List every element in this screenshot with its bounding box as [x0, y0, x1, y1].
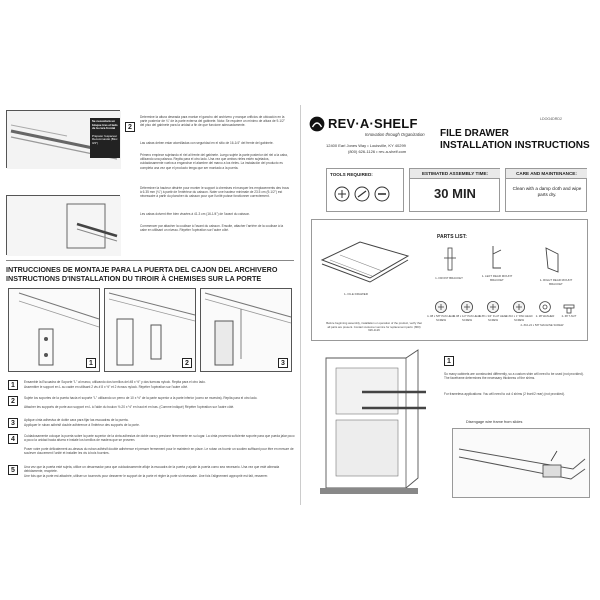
part-front-bracket: 1- FRONT BRACKET — [435, 276, 463, 280]
slide-bracket-illustration — [7, 196, 121, 256]
doc-title-line1: FILE DRAWER — [440, 128, 509, 139]
company-address: 12400 Earl Jones Way • Louisville, KY 40299 — [326, 143, 406, 148]
step2-text-es-1: Determine la altura deseada para montar el gancho del archivero y marque orificios de ubicación en la parte posterior de ¼" de la parte externa del gabinete. Nota: Se requiere un mínimo de altura de 9-1/2" del piso del gabinete para la unidad a fin de que funcione adecuadamente. — [140, 115, 285, 128]
door-title-es: INTRUCCIONES DE MONTAJE PARA LA PUERTA DEL CAJON DEL ARCHIVERO — [6, 265, 278, 274]
tools-icons — [333, 185, 393, 203]
door-step-2-number: 2 — [8, 396, 18, 406]
step2-text-es-3: Primero empiece sujetando el riel al frente del gabinete. Luego sujete la parte posterior del riel a la caba, utilizando una palanca. Repita para el otro lado. Una vez que ambos rieles estén sujetados, cuidadosamente vuelva a enganchar el alambre del marco a los rieles. La instalación del producto es completa una vez que el producto tenga que ser montado a la puerta. — [140, 153, 288, 170]
part-screw-8x58: 4- #8 x 5/8" PAN HEAD SCREW — [427, 315, 455, 323]
door-panel-1 — [8, 288, 100, 372]
step1-detail-caption: Disengage wire frame from slides — [466, 420, 523, 424]
door-step-5-es: Una vez que la puerta esté sujeta, utilice un desarmador para que cuidadosamente afloje la escuadra de la puerta y ajuste la puerta como sea necesario. Una vez que esté alineada debidamente, reapriete. — [24, 465, 280, 474]
step2-text-fr-1: Déterminer la hauteur désirée pour monter le support à chemises et marquer les emplacements des trous à 6.35 mm (¼") à partir de l'extérieur du caisson. Noter une hauteur minimale de 23.5 cm (9-1/2") est nécessaire à partir du plancher du caisson pour que l'unité puisse fonctionner correctement. — [140, 186, 289, 199]
part-left-rear-bracket: 1- LEFT REAR MOUNT BRACKET — [481, 274, 513, 283]
part-screw-10x1: 4- #10 x 1" PAN HEAD SCREW — [505, 315, 533, 323]
rev-a-shelf-logo-icon — [309, 116, 325, 132]
tools-label: TOOLS REQUIRED: — [330, 172, 373, 177]
cabinet-illustration — [318, 348, 428, 496]
cabinet-illustration-box — [318, 348, 428, 496]
parts-note: Before beginning assembly, installation or operation of the product, verify that all parts are present. Contact customer service for replacement parts: (800) 626-1126 — [326, 321, 422, 333]
time-label: ESTIMATED ASSEMBLY TIME: — [410, 169, 500, 179]
pan-head-screw-icon-3 — [512, 300, 526, 314]
washer-icon — [538, 300, 552, 314]
door-panel-2 — [104, 288, 196, 372]
shim-callout — [90, 118, 120, 158]
door-panel-3-number: 3 — [278, 358, 288, 368]
t-nut-icon — [562, 300, 576, 314]
parts-list-title: PARTS LIST: — [437, 234, 467, 240]
step2-text-fr-3: Commencer par attacher la coulisse à l'avant du caisson. Ensuite, attacher l'arrière de la coulisse à la cabe en utilisant un niveau. Répéter l'opération sur l'autre côté. — [140, 224, 284, 233]
doc-title-line2: INSTALLATION INSTRUCTIONS — [440, 140, 590, 151]
page-fold — [300, 105, 301, 505]
door-title-fr: INSTRUCTIONS D'INSTALLATION DU TIROIR À CHEMISES SUR LA PORTE — [6, 274, 262, 283]
door-step-4-number: 4 — [8, 434, 18, 444]
care-text: Clean with a damp cloth and wipe parts dry. — [512, 186, 582, 197]
door-step-2-fr: Attacher les supports de porte aux support en L à l'aide du boulon ½-20 x ½" en haut et en bas. (Comme indiqué) Répéter l'opération sur l'autre côté. — [24, 405, 235, 409]
part-washer: 2- #8 WASHER — [535, 315, 555, 318]
part-right-rear-bracket: 1- RIGHT REAR MOUNT BRACKET — [539, 278, 573, 287]
flat-head-screw-icon — [486, 300, 500, 314]
company-phone-web: (800) 626-1126 • rev-a-shelf.com — [348, 149, 407, 154]
step1-text-2: For frameless applications: You will need to cut 4 shims (2 front/2 rear) (not provided). — [444, 392, 565, 396]
pan-head-screw-icon-2 — [460, 300, 474, 314]
file-drawer-illustration — [320, 238, 410, 288]
door-step-1-number: 1 — [8, 380, 18, 390]
shim-callout-fr: Préparer l'espaceur Recommandé (Bloc 3/4") — [92, 133, 118, 145]
step1-detail-box — [452, 428, 590, 498]
parts-list-box — [311, 219, 588, 341]
door-step-1-fr: Assembler le support en L au cadre en utilisant 2 vis # 8 x ½" et 2 écrous nylock. Répéter l'opération sur l'autre côté. — [24, 385, 188, 389]
part-t-nut: 2- #8 T-NUT — [561, 315, 577, 318]
shim-callout-es: Se necesitará un bloque tras el lado de la cara frontal — [92, 119, 118, 131]
door-panel-1-number: 1 — [86, 358, 96, 368]
part-machine-screw: 2- #10-24 x 5/8" MACHINE SCREW — [520, 324, 564, 327]
front-bracket-icon — [440, 246, 460, 272]
doc-code: LDOG4DRD2 — [540, 117, 562, 121]
brand-tagline: Innovation through Organization — [365, 132, 425, 137]
part-screw-8x12: 4- #8 x 1/2" PAN HEAD SCREW — [453, 315, 481, 323]
door-step-5-number: 5 — [8, 465, 18, 475]
door-step-3-number: 3 — [8, 418, 18, 428]
door-panel-3 — [200, 288, 292, 372]
door-step-3-es: Aplique cinta adhesiva de doble cara para fijar las escuadras de la puerta. — [24, 418, 129, 422]
brand-name: REV·A·SHELF — [328, 116, 418, 131]
tools-box — [326, 168, 404, 212]
time-value: 30 MIN — [434, 186, 476, 201]
step2-number: 2 — [125, 122, 135, 132]
door-step-4-fr: Poser votre porte délicatement au-dessus du ruban adhésif double adhérence et presser fermement pour le maintenir en place. Le ruban va fournir un soutien suffisant pour être en mesure de soulever doucement l'unité et installer les vis à bois fournies. — [24, 447, 294, 456]
door-step-2-es: Sujete los soportes de la puerta hacia el soporte "L" utilizando un perno de 10 x ½" de la parte superior a la parte inferior (como se muestra). Repita para el otro lado. — [24, 396, 258, 400]
step1-text-1: So many cabinets are constructed differently, so a custom shim will need to be used (not provided). The faceframe determines the necessary thickness of the shims. — [444, 372, 584, 381]
step1-number: 1 — [444, 356, 454, 366]
wire-frame-detail-illustration — [453, 429, 591, 499]
door-divider — [6, 260, 294, 261]
right-rear-bracket-icon — [540, 244, 564, 274]
pan-head-screw-icon — [434, 300, 448, 314]
care-label: CARE AND MAINTENANCE: — [506, 169, 587, 179]
left-rear-bracket-icon — [487, 244, 507, 270]
part-file-drawer: 1- FILE DRAWER — [344, 292, 368, 296]
time-box — [409, 168, 500, 212]
door-panel-2-number: 2 — [182, 358, 192, 368]
step2-text-fr-2: Les cabas doivent être bien vissées à 41.3 cm (16-1/4") de l'avant du caisson. — [140, 212, 250, 216]
step2-image-box-2 — [6, 195, 120, 255]
care-box — [505, 168, 587, 212]
door-step-3-fr: Appliquer le ruban adhésif double adhérence à l'intérieur des supports de la porte. — [24, 423, 140, 427]
step2-text-es-2: Las cabas deben estar atornilladas con seguridad en el sitio de 16-1/4" del frente del gabinete. — [140, 141, 274, 145]
part-screw-8x34: 4- #8 x 3/4" FLAT HEAD SCREW — [478, 315, 508, 323]
door-step-4-es: Cuidadosamente coloque la puerta sobre la parte superior de la cinta adhesiva de doble cara y presione firmemente en su lugar. La cinta proveerá suficiente soporte para que pueda jalar poco a poco la unidad hacia afuera e instale los tornillos de madera que se proveen. — [24, 434, 295, 443]
door-step-1-es: Ensamble la Escuadra de Soporte "L" al marco, utilizando dos tornillos del #8 x ½" y dos tuercas nylock. Repita para el otro lado. — [24, 380, 206, 384]
door-step-5-fr: Une fois que la porte est attachée, utiliser un tournevis pour desserrer le support de la porte et régler la porte si nécessaire. Une fois l'alignement approprié est fait, resserrer. — [24, 474, 269, 478]
